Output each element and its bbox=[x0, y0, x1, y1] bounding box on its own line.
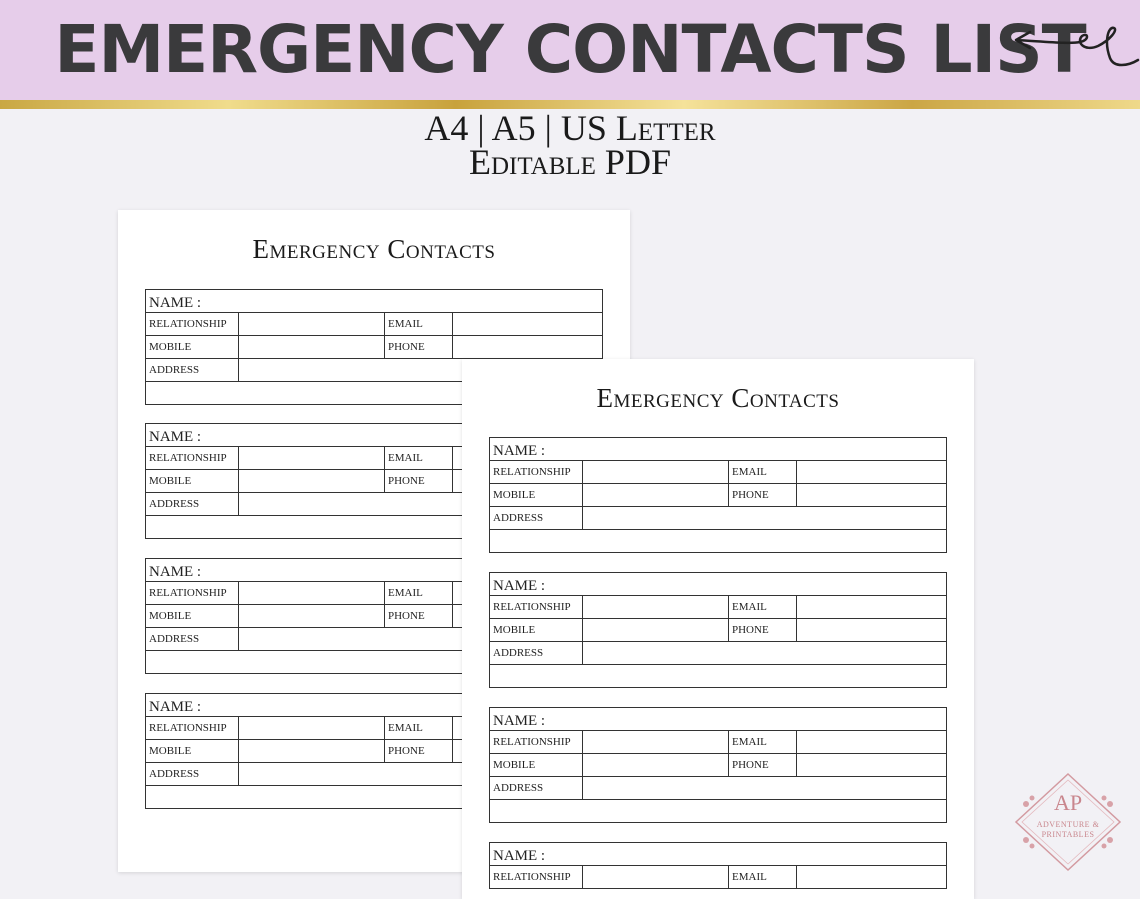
phone-label-cell bbox=[728, 753, 797, 777]
phone-label: PHONE bbox=[388, 475, 425, 487]
contact-block bbox=[489, 572, 947, 687]
mobile-label-cell bbox=[489, 753, 583, 777]
address-label-cell bbox=[145, 492, 239, 516]
email-label: EMAIL bbox=[388, 318, 423, 330]
phone-label: PHONE bbox=[388, 610, 425, 622]
phone-label-cell bbox=[728, 618, 797, 642]
email-label: EMAIL bbox=[388, 452, 423, 464]
logo-text-line1: ADVENTURE & bbox=[1036, 820, 1100, 829]
address-field-line2[interactable] bbox=[489, 664, 947, 688]
page-title: Emergency Contacts bbox=[252, 234, 496, 264]
phone-label: PHONE bbox=[732, 624, 769, 636]
email-label-cell bbox=[728, 460, 797, 484]
address-field[interactable] bbox=[582, 641, 947, 665]
email-label-cell bbox=[728, 865, 797, 889]
name-row bbox=[489, 842, 947, 866]
address-label: ADDRESS bbox=[493, 512, 544, 524]
email-label-cell bbox=[384, 446, 453, 470]
relationship-label: RELATIONSHIP bbox=[493, 736, 571, 748]
phone-field[interactable] bbox=[796, 483, 947, 507]
address-label: ADDRESS bbox=[493, 647, 544, 659]
relationship-label: RELATIONSHIP bbox=[149, 722, 227, 734]
address-label: ADDRESS bbox=[149, 768, 200, 780]
mobile-label: MOBILE bbox=[493, 624, 536, 636]
relationship-field[interactable] bbox=[582, 730, 729, 754]
relationship-field[interactable] bbox=[238, 446, 385, 470]
email-label: EMAIL bbox=[732, 871, 767, 883]
brand-logo bbox=[1012, 770, 1124, 874]
email-label-cell bbox=[728, 730, 797, 754]
mobile-label-cell bbox=[145, 335, 239, 359]
mobile-label: MOBILE bbox=[149, 745, 192, 757]
name-row bbox=[489, 437, 947, 461]
form-page-front bbox=[462, 359, 974, 899]
email-label-cell bbox=[728, 595, 797, 619]
email-field[interactable] bbox=[452, 312, 603, 336]
phone-label: PHONE bbox=[388, 745, 425, 757]
mobile-field[interactable] bbox=[238, 739, 385, 763]
relationship-label-cell bbox=[489, 730, 583, 754]
mobile-label: MOBILE bbox=[149, 341, 192, 353]
email-label: EMAIL bbox=[388, 587, 423, 599]
email-label-cell bbox=[384, 716, 453, 740]
relationship-field[interactable] bbox=[582, 460, 729, 484]
mobile-label: MOBILE bbox=[149, 475, 192, 487]
relationship-field[interactable] bbox=[238, 312, 385, 336]
header-banner bbox=[0, 0, 1140, 100]
mobile-field[interactable] bbox=[238, 469, 385, 493]
relationship-label-cell bbox=[489, 595, 583, 619]
banner-title: EMERGENCY CONTACTS LIST bbox=[54, 11, 1086, 88]
mobile-label-cell bbox=[489, 483, 583, 507]
email-field[interactable] bbox=[796, 865, 947, 889]
mobile-field[interactable] bbox=[582, 753, 729, 777]
name-row bbox=[489, 707, 947, 731]
name-label: NAME : bbox=[493, 848, 546, 864]
logo-text-line2: PRINTABLES bbox=[1041, 830, 1095, 839]
relationship-label: RELATIONSHIP bbox=[493, 466, 571, 478]
phone-label-cell bbox=[384, 604, 453, 628]
mobile-label-cell bbox=[489, 618, 583, 642]
relationship-label-cell bbox=[145, 581, 239, 605]
name-row bbox=[145, 289, 603, 313]
phone-label-cell bbox=[728, 483, 797, 507]
relationship-field[interactable] bbox=[582, 865, 729, 889]
name-label: NAME : bbox=[149, 295, 202, 311]
mobile-label-cell bbox=[145, 469, 239, 493]
relationship-label: RELATIONSHIP bbox=[149, 587, 227, 599]
relationship-field[interactable] bbox=[238, 581, 385, 605]
phone-label: PHONE bbox=[732, 759, 769, 771]
mobile-label: MOBILE bbox=[149, 610, 192, 622]
relationship-label: RELATIONSHIP bbox=[149, 452, 227, 464]
relationship-label-cell bbox=[145, 716, 239, 740]
phone-field[interactable] bbox=[452, 335, 603, 359]
mobile-label-cell bbox=[145, 739, 239, 763]
address-label-cell bbox=[145, 627, 239, 651]
name-label: NAME : bbox=[493, 713, 546, 729]
phone-field[interactable] bbox=[796, 618, 947, 642]
email-label: EMAIL bbox=[388, 722, 423, 734]
mobile-field[interactable] bbox=[238, 335, 385, 359]
address-label-cell bbox=[145, 762, 239, 786]
relationship-label: RELATIONSHIP bbox=[149, 318, 227, 330]
logo-monogram: AP bbox=[1053, 790, 1083, 815]
mobile-field[interactable] bbox=[582, 483, 729, 507]
mobile-field[interactable] bbox=[582, 618, 729, 642]
address-field[interactable] bbox=[582, 506, 947, 530]
address-label: ADDRESS bbox=[149, 364, 200, 376]
name-label: NAME : bbox=[149, 564, 202, 580]
mobile-label-cell bbox=[145, 604, 239, 628]
contact-block bbox=[489, 437, 947, 552]
phone-label-cell bbox=[384, 335, 453, 359]
name-label: NAME : bbox=[149, 699, 202, 715]
address-label-cell bbox=[145, 358, 239, 382]
email-label: EMAIL bbox=[732, 466, 767, 478]
address-label: ADDRESS bbox=[149, 633, 200, 645]
phone-field[interactable] bbox=[796, 753, 947, 777]
email-field[interactable] bbox=[796, 730, 947, 754]
address-field-line2[interactable] bbox=[489, 529, 947, 553]
relationship-label: RELATIONSHIP bbox=[493, 601, 571, 613]
address-label-cell bbox=[489, 641, 583, 665]
phone-label: PHONE bbox=[388, 341, 425, 353]
email-field[interactable] bbox=[796, 595, 947, 619]
mobile-label: MOBILE bbox=[493, 489, 536, 501]
address-field-line2[interactable] bbox=[489, 799, 947, 823]
relationship-label-cell bbox=[489, 460, 583, 484]
curly-arrow-left-icon bbox=[1010, 22, 1140, 82]
relationship-label-cell bbox=[145, 312, 239, 336]
email-label-cell bbox=[384, 581, 453, 605]
relationship-field[interactable] bbox=[582, 595, 729, 619]
relationship-label: RELATIONSHIP bbox=[493, 871, 571, 883]
phone-label-cell bbox=[384, 469, 453, 493]
mobile-field[interactable] bbox=[238, 604, 385, 628]
email-label: EMAIL bbox=[732, 601, 767, 613]
address-field[interactable] bbox=[582, 776, 947, 800]
name-label: NAME : bbox=[493, 578, 546, 594]
relationship-field[interactable] bbox=[238, 716, 385, 740]
name-label: NAME : bbox=[149, 429, 202, 445]
email-label-cell bbox=[384, 312, 453, 336]
page-title: Emergency Contacts bbox=[596, 383, 840, 413]
format-subtitle: A4 | A5 | US Letter bbox=[424, 108, 716, 148]
contact-block bbox=[489, 842, 947, 882]
email-field[interactable] bbox=[796, 460, 947, 484]
address-label: ADDRESS bbox=[493, 782, 544, 794]
relationship-label-cell bbox=[145, 446, 239, 470]
editable-subtitle: Editable PDF bbox=[469, 142, 671, 182]
relationship-label-cell bbox=[489, 865, 583, 889]
address-label-cell bbox=[489, 776, 583, 800]
address-label-cell bbox=[489, 506, 583, 530]
phone-label-cell bbox=[384, 739, 453, 763]
mobile-label: MOBILE bbox=[493, 759, 536, 771]
name-row bbox=[489, 572, 947, 596]
phone-label: PHONE bbox=[732, 489, 769, 501]
name-label: NAME : bbox=[493, 443, 546, 459]
contact-block bbox=[489, 707, 947, 822]
email-label: EMAIL bbox=[732, 736, 767, 748]
address-label: ADDRESS bbox=[149, 498, 200, 510]
